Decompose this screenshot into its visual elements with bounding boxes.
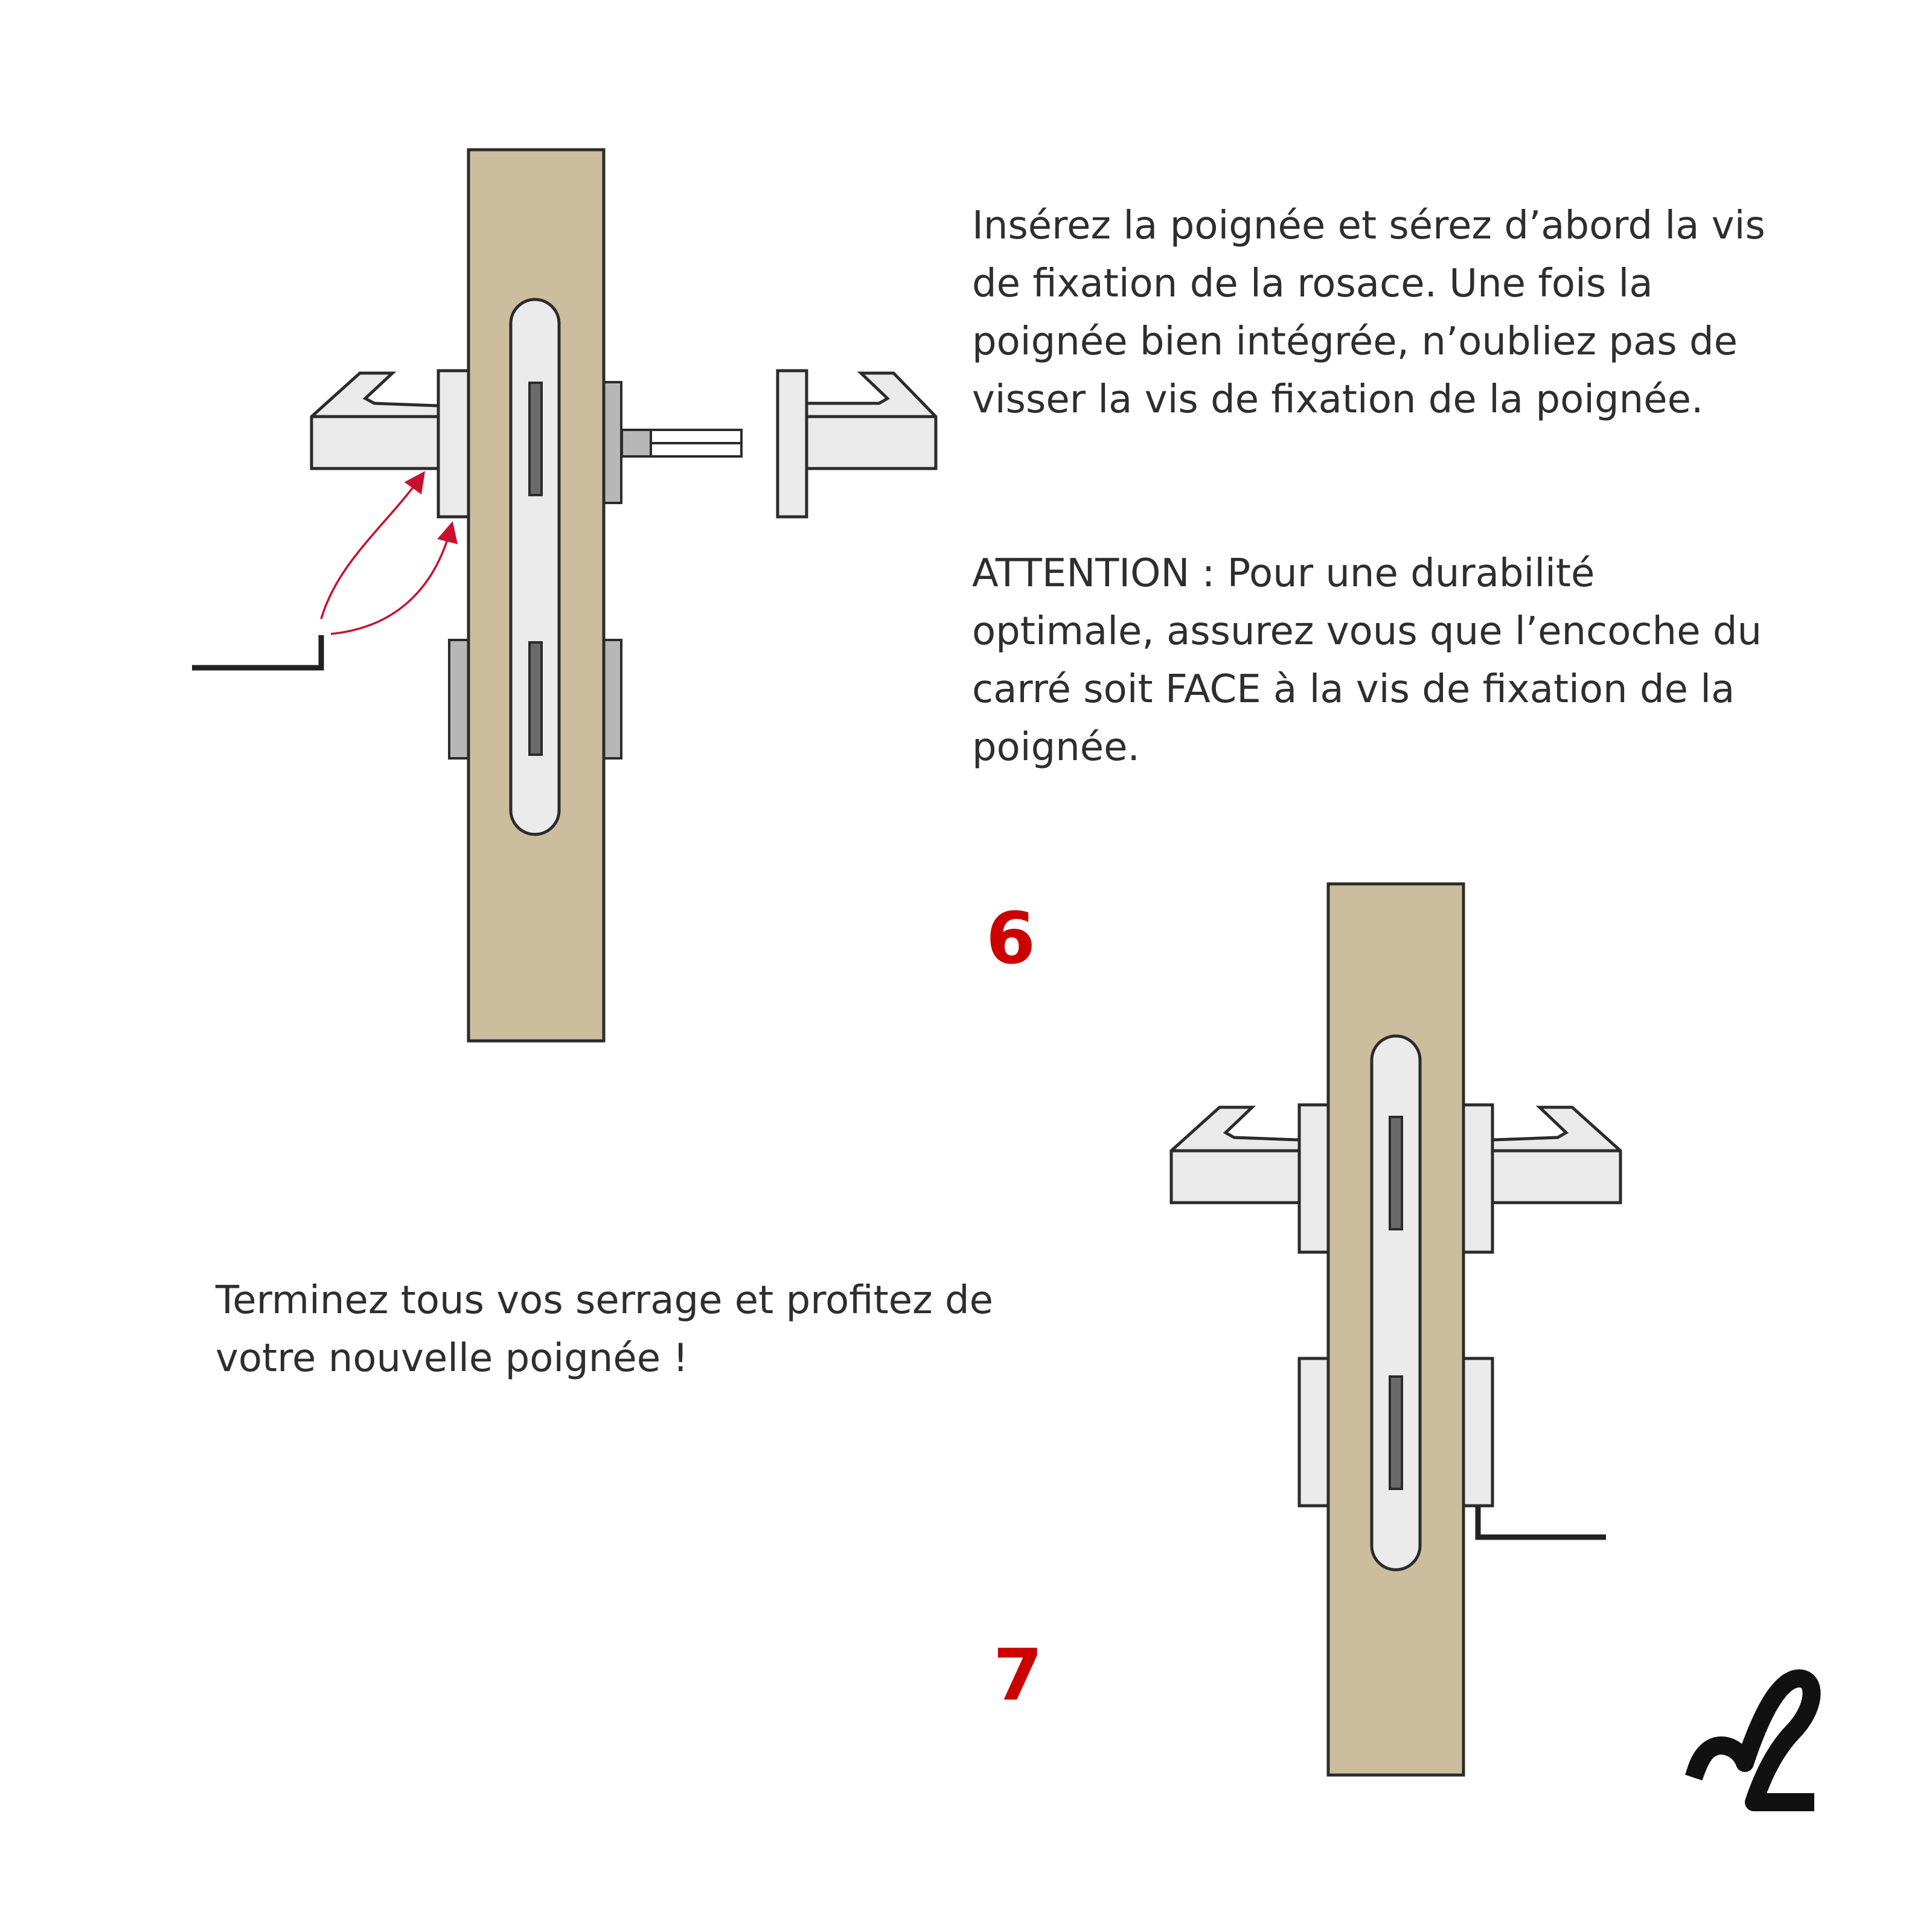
right-rosette-loose [778,371,807,517]
rosette-upper-left-7 [1299,1105,1328,1252]
allen-key-7 [1478,1507,1606,1537]
rosette-upper-right-7 [1463,1105,1492,1252]
lock-slot-upper [529,383,542,495]
left-handle-lever [312,373,438,469]
step6-instructions [972,139,1914,834]
step7-paragraph-1: Terminez tous vos serrage et profitez de votre nouvelle poignée ! [216,1278,993,1381]
step6-paragraph-2: ATTENTION : Pour une durabilité optimale, assurez vous que l’encoche du carré soit FACE à la vis de fixation de la poignée. [972,551,1762,770]
rosette-lower-right-7 [1463,1358,1492,1506]
brand-logo [1697,1678,1812,1802]
step6-illustration [192,150,936,1041]
step-number-7: 7 [993,1633,1043,1716]
step6-paragraph-1: Insérez la poignée et sérez d’abord la vis de fixation de la rosace. Une fois la poignée bien intégrée, n’oubliez pas de visser la vis de fixation de la poignée. [972,203,1765,422]
lock-slot-lower-7 [1390,1377,1402,1489]
arrow-to-handle-screw [321,475,423,619]
spindle-base [622,430,651,456]
left-handle-lever-7 [1171,1107,1299,1203]
step-number-6: 6 [986,897,1036,980]
rosette-lower-left-7 [1299,1358,1328,1506]
left-rosette-mounted [438,371,469,517]
right-handle-lever [807,373,936,469]
logo-letter-mark [1697,1678,1812,1802]
step7-instructions [216,1214,1061,1445]
rosette-lower-left [449,640,469,758]
arrow-to-rosette-screw [331,525,452,634]
lock-slot-upper-7 [1390,1117,1402,1229]
right-handle-lever-7 [1492,1107,1620,1203]
allen-key [192,635,321,668]
step7-illustration [1171,884,1620,1775]
lock-slot-lower [529,642,542,755]
